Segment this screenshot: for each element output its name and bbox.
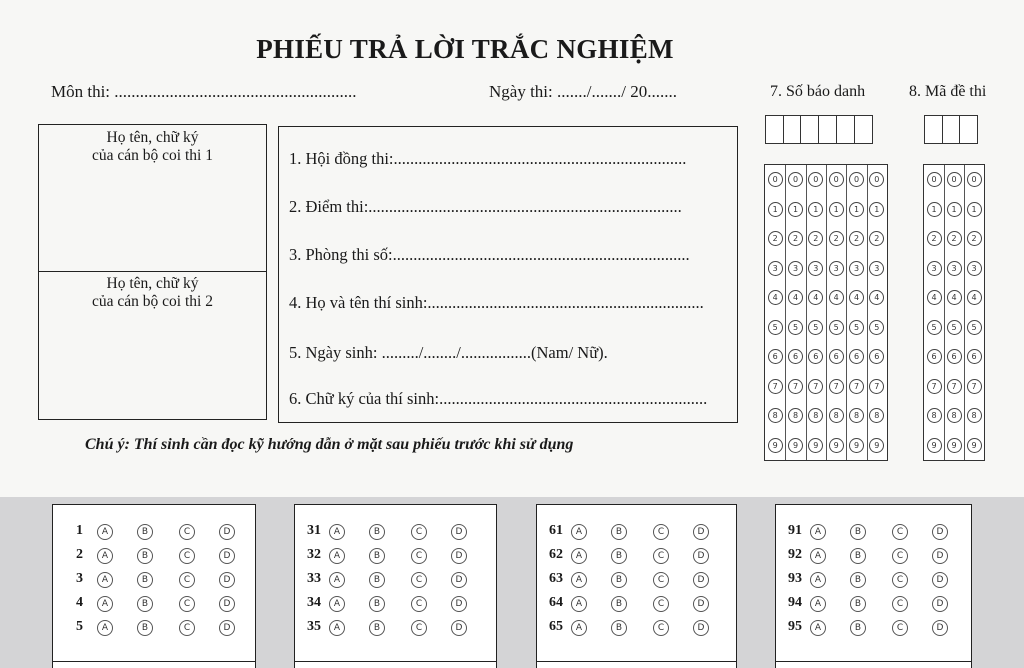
answer-bubble-d[interactable]: D — [219, 548, 235, 564]
digit-bubble[interactable]: 3 — [808, 261, 823, 276]
proctor2-label-line2: của cán bộ coi thi 2 — [92, 293, 213, 310]
digit-bubble[interactable]: 3 — [927, 261, 942, 276]
question-number: 93 — [788, 571, 802, 586]
sbd-bubble-grid — [764, 164, 888, 461]
digit-bubble[interactable]: 1 — [849, 202, 864, 217]
answer-bubble-d[interactable]: D — [932, 620, 948, 636]
question-number: 62 — [549, 547, 563, 562]
digit-bubble[interactable]: 3 — [768, 261, 783, 276]
digit-bubble[interactable]: 0 — [768, 172, 783, 187]
digit-bubble[interactable]: 6 — [788, 349, 803, 364]
sbd-label: 7. Số báo danh — [770, 83, 866, 100]
digit-bubble[interactable]: 7 — [947, 379, 962, 394]
digit-bubble[interactable]: 8 — [829, 408, 844, 423]
question-number: 91 — [788, 523, 802, 538]
digit-bubble[interactable]: 7 — [808, 379, 823, 394]
answer-row — [776, 619, 971, 641]
digit-bubble[interactable]: 3 — [947, 261, 962, 276]
answer-row — [295, 547, 496, 569]
answer-bubble-a[interactable]: A — [97, 596, 113, 612]
digit-bubble[interactable]: 0 — [808, 172, 823, 187]
digit-bubble[interactable]: 9 — [947, 438, 962, 453]
question-number: 5 — [76, 619, 83, 634]
answer-bubble-a[interactable]: A — [810, 620, 826, 636]
digit-bubble[interactable]: 9 — [869, 438, 884, 453]
digit-bubble[interactable]: 0 — [869, 172, 884, 187]
sbd-writein-cell[interactable] — [800, 115, 819, 144]
digit-bubble[interactable]: 1 — [967, 202, 982, 217]
answer-bubble-d[interactable]: D — [451, 620, 467, 636]
digit-bubble[interactable]: 9 — [808, 438, 823, 453]
digit-bubble[interactable]: 7 — [829, 379, 844, 394]
answer-bubble-d[interactable]: D — [451, 596, 467, 612]
digit-bubble[interactable]: 2 — [927, 231, 942, 246]
answer-block-divider — [53, 661, 255, 662]
question-number: 64 — [549, 595, 563, 610]
question-number: 31 — [307, 523, 321, 538]
answer-bubble-b[interactable]: B — [611, 548, 627, 564]
question-number: 4 — [76, 595, 83, 610]
digit-bubble[interactable]: 9 — [768, 438, 783, 453]
digit-bubble[interactable]: 4 — [947, 290, 962, 305]
proctor-signature-box — [38, 124, 267, 420]
answer-bubble-a[interactable]: A — [810, 524, 826, 540]
answer-bubble-a[interactable]: A — [571, 572, 587, 588]
made-label: 8. Mã đề thi — [909, 83, 987, 100]
grid-column-divider — [826, 165, 827, 460]
answer-bubble-b[interactable]: B — [850, 572, 866, 588]
digit-bubble[interactable]: 3 — [869, 261, 884, 276]
digit-bubble[interactable]: 1 — [829, 202, 844, 217]
answer-bubble-c[interactable]: C — [179, 572, 195, 588]
answer-bubble-c[interactable]: C — [892, 548, 908, 564]
answer-bubble-a[interactable]: A — [571, 548, 587, 564]
answer-bubble-c[interactable]: C — [653, 620, 669, 636]
answer-bubble-a[interactable]: A — [329, 548, 345, 564]
answer-bubble-c[interactable]: C — [179, 524, 195, 540]
digit-bubble[interactable]: 6 — [768, 349, 783, 364]
answer-bubble-c[interactable]: C — [892, 572, 908, 588]
answer-bubble-b[interactable]: B — [611, 596, 627, 612]
answer-bubble-d[interactable]: D — [693, 548, 709, 564]
answer-block-3 — [536, 504, 737, 668]
digit-bubble[interactable]: 8 — [869, 408, 884, 423]
answer-bubble-a[interactable]: A — [97, 620, 113, 636]
digit-bubble[interactable]: 0 — [829, 172, 844, 187]
digit-bubble[interactable]: 7 — [849, 379, 864, 394]
digit-bubble[interactable]: 2 — [967, 231, 982, 246]
answer-bubble-b[interactable]: B — [369, 572, 385, 588]
answer-bubble-c[interactable]: C — [179, 620, 195, 636]
made-writein-cell[interactable] — [942, 115, 961, 144]
answer-bubble-c[interactable]: C — [653, 572, 669, 588]
digit-bubble[interactable]: 2 — [808, 231, 823, 246]
question-number: 33 — [307, 571, 321, 586]
digit-bubble[interactable]: 1 — [808, 202, 823, 217]
question-number: 3 — [76, 571, 83, 586]
digit-bubble[interactable]: 4 — [788, 290, 803, 305]
digit-bubble[interactable]: 5 — [947, 320, 962, 335]
digit-bubble[interactable]: 6 — [808, 349, 823, 364]
answer-bubble-d[interactable]: D — [219, 572, 235, 588]
answer-row — [776, 595, 971, 617]
question-number: 32 — [307, 547, 321, 562]
digit-bubble[interactable]: 9 — [967, 438, 982, 453]
answer-row — [53, 571, 255, 593]
question-number: 34 — [307, 595, 321, 610]
digit-bubble[interactable]: 6 — [967, 349, 982, 364]
digit-bubble[interactable]: 8 — [967, 408, 982, 423]
answer-bubble-c[interactable]: C — [411, 572, 427, 588]
answer-bubble-b[interactable]: B — [369, 548, 385, 564]
answer-bubble-b[interactable]: B — [137, 548, 153, 564]
info-field-birthdate[interactable]: 5. Ngày sinh: ........./......../.................(Nam/ Nữ). — [289, 343, 608, 362]
exam-date-field[interactable]: Ngày thi: ......./......./ 20....... — [489, 82, 677, 101]
answer-bubble-b[interactable]: B — [850, 596, 866, 612]
answer-block-divider — [295, 661, 496, 662]
digit-bubble[interactable]: 4 — [869, 290, 884, 305]
answer-bubble-c[interactable]: C — [653, 548, 669, 564]
answer-bubble-d[interactable]: D — [693, 572, 709, 588]
answer-row — [295, 595, 496, 617]
answer-bubble-a[interactable]: A — [97, 548, 113, 564]
signature-divider — [39, 271, 266, 272]
digit-bubble[interactable]: 6 — [947, 349, 962, 364]
answer-row — [53, 619, 255, 641]
answer-bubble-d[interactable]: D — [451, 572, 467, 588]
digit-bubble[interactable]: 2 — [849, 231, 864, 246]
answer-row — [537, 595, 736, 617]
digit-bubble[interactable]: 4 — [927, 290, 942, 305]
sbd-writein-cell[interactable] — [818, 115, 837, 144]
sbd-writein-cell[interactable] — [836, 115, 855, 144]
answer-block-2 — [294, 504, 497, 668]
proctor2-label — [39, 275, 266, 311]
answer-bubble-d[interactable]: D — [451, 524, 467, 540]
answer-bubble-b[interactable]: B — [137, 572, 153, 588]
proctor1-label-line1: Họ tên, chữ ký — [106, 129, 199, 146]
digit-bubble[interactable]: 9 — [927, 438, 942, 453]
answer-bubble-d[interactable]: D — [693, 620, 709, 636]
usage-note: Chú ý: Thí sinh cần đọc kỹ hướng dẫn ở mặt sau phiếu trước khi sử dụng — [85, 436, 574, 453]
answer-bubble-c[interactable]: C — [892, 524, 908, 540]
answer-bubble-b[interactable]: B — [850, 620, 866, 636]
digit-bubble[interactable]: 8 — [768, 408, 783, 423]
digit-bubble[interactable]: 7 — [869, 379, 884, 394]
answer-bubble-c[interactable]: C — [653, 524, 669, 540]
answer-bubble-c[interactable]: C — [892, 596, 908, 612]
answer-bubble-d[interactable]: D — [219, 524, 235, 540]
question-number: 2 — [76, 547, 83, 562]
answer-bubble-b[interactable]: B — [850, 548, 866, 564]
answer-bubble-c[interactable]: C — [411, 596, 427, 612]
digit-bubble[interactable]: 6 — [829, 349, 844, 364]
answer-row — [53, 523, 255, 545]
answer-bubble-a[interactable]: A — [571, 596, 587, 612]
info-field-council[interactable]: 1. Hội đồng thi:....................................................................... — [289, 149, 687, 168]
answer-bubble-a[interactable]: A — [810, 572, 826, 588]
answer-bubble-b[interactable]: B — [369, 524, 385, 540]
answer-row — [295, 619, 496, 641]
grid-column-divider — [964, 165, 965, 460]
digit-bubble[interactable]: 5 — [768, 320, 783, 335]
digit-bubble[interactable]: 5 — [927, 320, 942, 335]
answer-bubble-b[interactable]: B — [611, 572, 627, 588]
answer-bubble-a[interactable]: A — [810, 548, 826, 564]
answer-bubble-a[interactable]: A — [97, 572, 113, 588]
answer-row — [537, 523, 736, 545]
digit-bubble[interactable]: 6 — [927, 349, 942, 364]
digit-bubble[interactable]: 3 — [967, 261, 982, 276]
digit-bubble[interactable]: 2 — [947, 231, 962, 246]
digit-bubble[interactable]: 1 — [927, 202, 942, 217]
answer-bubble-c[interactable]: C — [179, 548, 195, 564]
digit-bubble[interactable]: 9 — [829, 438, 844, 453]
sbd-writein-cell[interactable] — [783, 115, 802, 144]
digit-bubble[interactable]: 8 — [947, 408, 962, 423]
digit-bubble[interactable]: 9 — [849, 438, 864, 453]
info-field-room[interactable]: 3. Phòng thi số:........................................................................ — [289, 245, 690, 264]
digit-bubble[interactable]: 1 — [768, 202, 783, 217]
answer-row — [53, 547, 255, 569]
question-number: 35 — [307, 619, 321, 634]
answer-row — [53, 595, 255, 617]
digit-bubble[interactable]: 0 — [849, 172, 864, 187]
info-field-name[interactable]: 4. Họ và tên thí sinh:................................................................... — [289, 293, 704, 312]
digit-bubble[interactable]: 3 — [849, 261, 864, 276]
digit-bubble[interactable]: 8 — [788, 408, 803, 423]
answer-bubble-a[interactable]: A — [571, 524, 587, 540]
answer-bubble-d[interactable]: D — [693, 524, 709, 540]
question-number: 61 — [549, 523, 563, 538]
digit-bubble[interactable]: 0 — [967, 172, 982, 187]
answer-bubble-a[interactable]: A — [97, 524, 113, 540]
digit-bubble[interactable]: 7 — [788, 379, 803, 394]
answer-row — [776, 523, 971, 545]
sbd-writein-cell[interactable] — [765, 115, 784, 144]
proctor1-label-line2: của cán bộ coi thi 1 — [92, 147, 213, 164]
made-writein-cell[interactable] — [959, 115, 978, 144]
answer-bubble-d[interactable]: D — [932, 524, 948, 540]
answer-bubble-d[interactable]: D — [932, 596, 948, 612]
answer-block-divider — [776, 661, 971, 662]
answer-block-1 — [52, 504, 256, 668]
digit-bubble[interactable]: 2 — [869, 231, 884, 246]
digit-bubble[interactable]: 2 — [829, 231, 844, 246]
answer-bubble-a[interactable]: A — [329, 572, 345, 588]
question-number: 1 — [76, 523, 83, 538]
digit-bubble[interactable]: 4 — [829, 290, 844, 305]
digit-bubble[interactable]: 4 — [808, 290, 823, 305]
answer-row — [295, 571, 496, 593]
answer-bubble-c[interactable]: C — [411, 620, 427, 636]
digit-bubble[interactable]: 1 — [869, 202, 884, 217]
answer-row — [776, 571, 971, 593]
answer-row — [295, 523, 496, 545]
digit-bubble[interactable]: 8 — [849, 408, 864, 423]
answer-bubble-a[interactable]: A — [571, 620, 587, 636]
made-writein-row[interactable] — [925, 115, 978, 144]
answer-bubble-b[interactable]: B — [369, 620, 385, 636]
grid-column-divider — [867, 165, 868, 460]
proctor2-label-line1: Họ tên, chữ ký — [106, 275, 199, 292]
answer-block-divider — [537, 661, 736, 662]
question-number: 95 — [788, 619, 802, 634]
made-bubble-grid — [923, 164, 985, 461]
made-writein-cell[interactable] — [924, 115, 943, 144]
answer-bubble-b[interactable]: B — [137, 620, 153, 636]
sbd-writein-cell[interactable] — [854, 115, 873, 144]
answer-bubble-d[interactable]: D — [932, 572, 948, 588]
proctor1-label — [39, 129, 266, 165]
digit-bubble[interactable]: 0 — [947, 172, 962, 187]
digit-bubble[interactable]: 7 — [927, 379, 942, 394]
question-number: 63 — [549, 571, 563, 586]
digit-bubble[interactable]: 0 — [927, 172, 942, 187]
answer-bubble-b[interactable]: B — [137, 524, 153, 540]
answer-row — [537, 547, 736, 569]
digit-bubble[interactable]: 1 — [788, 202, 803, 217]
grid-column-divider — [806, 165, 807, 460]
answer-bubble-c[interactable]: C — [892, 620, 908, 636]
question-number: 92 — [788, 547, 802, 562]
answer-bubble-b[interactable]: B — [137, 596, 153, 612]
info-field-site[interactable]: 2. Điểm thi:............................................................................ — [289, 197, 682, 216]
answer-bubble-b[interactable]: B — [369, 596, 385, 612]
answer-block-4 — [775, 504, 972, 668]
answer-bubble-d[interactable]: D — [932, 548, 948, 564]
digit-bubble[interactable]: 8 — [927, 408, 942, 423]
digit-bubble[interactable]: 0 — [788, 172, 803, 187]
digit-bubble[interactable]: 9 — [788, 438, 803, 453]
form-title: PHIẾU TRẢ LỜI TRẮC NGHIỆM — [256, 34, 674, 64]
digit-bubble[interactable]: 4 — [967, 290, 982, 305]
digit-bubble[interactable]: 4 — [768, 290, 783, 305]
subject-field[interactable]: Môn thi: ......................................................... — [51, 82, 357, 101]
grid-column-divider — [846, 165, 847, 460]
digit-bubble[interactable]: 7 — [967, 379, 982, 394]
answer-bubble-d[interactable]: D — [219, 596, 235, 612]
answer-bubble-d[interactable]: D — [219, 620, 235, 636]
answer-row — [537, 571, 736, 593]
candidate-info-box — [278, 126, 738, 423]
grid-column-divider — [785, 165, 786, 460]
answer-bubble-d[interactable]: D — [693, 596, 709, 612]
grid-column-divider — [944, 165, 945, 460]
digit-bubble[interactable]: 6 — [869, 349, 884, 364]
digit-bubble[interactable]: 8 — [808, 408, 823, 423]
answer-bubble-b[interactable]: B — [611, 620, 627, 636]
digit-bubble[interactable]: 5 — [869, 320, 884, 335]
digit-bubble[interactable]: 5 — [788, 320, 803, 335]
digit-bubble[interactable]: 5 — [808, 320, 823, 335]
digit-bubble[interactable]: 6 — [849, 349, 864, 364]
answer-bubble-c[interactable]: C — [179, 596, 195, 612]
answer-bubble-a[interactable]: A — [329, 524, 345, 540]
answer-bubble-a[interactable]: A — [329, 620, 345, 636]
answer-bubble-c[interactable]: C — [411, 548, 427, 564]
answer-bubble-c[interactable]: C — [411, 524, 427, 540]
digit-bubble[interactable]: 2 — [788, 231, 803, 246]
digit-bubble[interactable]: 2 — [768, 231, 783, 246]
answer-bubble-d[interactable]: D — [451, 548, 467, 564]
digit-bubble[interactable]: 5 — [967, 320, 982, 335]
question-number: 94 — [788, 595, 802, 610]
digit-bubble[interactable]: 4 — [849, 290, 864, 305]
answer-row — [537, 619, 736, 641]
question-number: 65 — [549, 619, 563, 634]
digit-bubble[interactable]: 5 — [849, 320, 864, 335]
digit-bubble[interactable]: 1 — [947, 202, 962, 217]
digit-bubble[interactable]: 7 — [768, 379, 783, 394]
sbd-writein-row[interactable] — [766, 115, 873, 144]
answer-bubble-c[interactable]: C — [653, 596, 669, 612]
digit-bubble[interactable]: 5 — [829, 320, 844, 335]
digit-bubble[interactable]: 3 — [788, 261, 803, 276]
digit-bubble[interactable]: 3 — [829, 261, 844, 276]
answer-row — [776, 547, 971, 569]
answer-bubble-b[interactable]: B — [850, 524, 866, 540]
answer-bubble-b[interactable]: B — [611, 524, 627, 540]
info-field-signature[interactable]: 6. Chữ ký của thí sinh:................................................................. — [289, 389, 708, 408]
answer-bubble-a[interactable]: A — [810, 596, 826, 612]
answer-bubble-a[interactable]: A — [329, 596, 345, 612]
